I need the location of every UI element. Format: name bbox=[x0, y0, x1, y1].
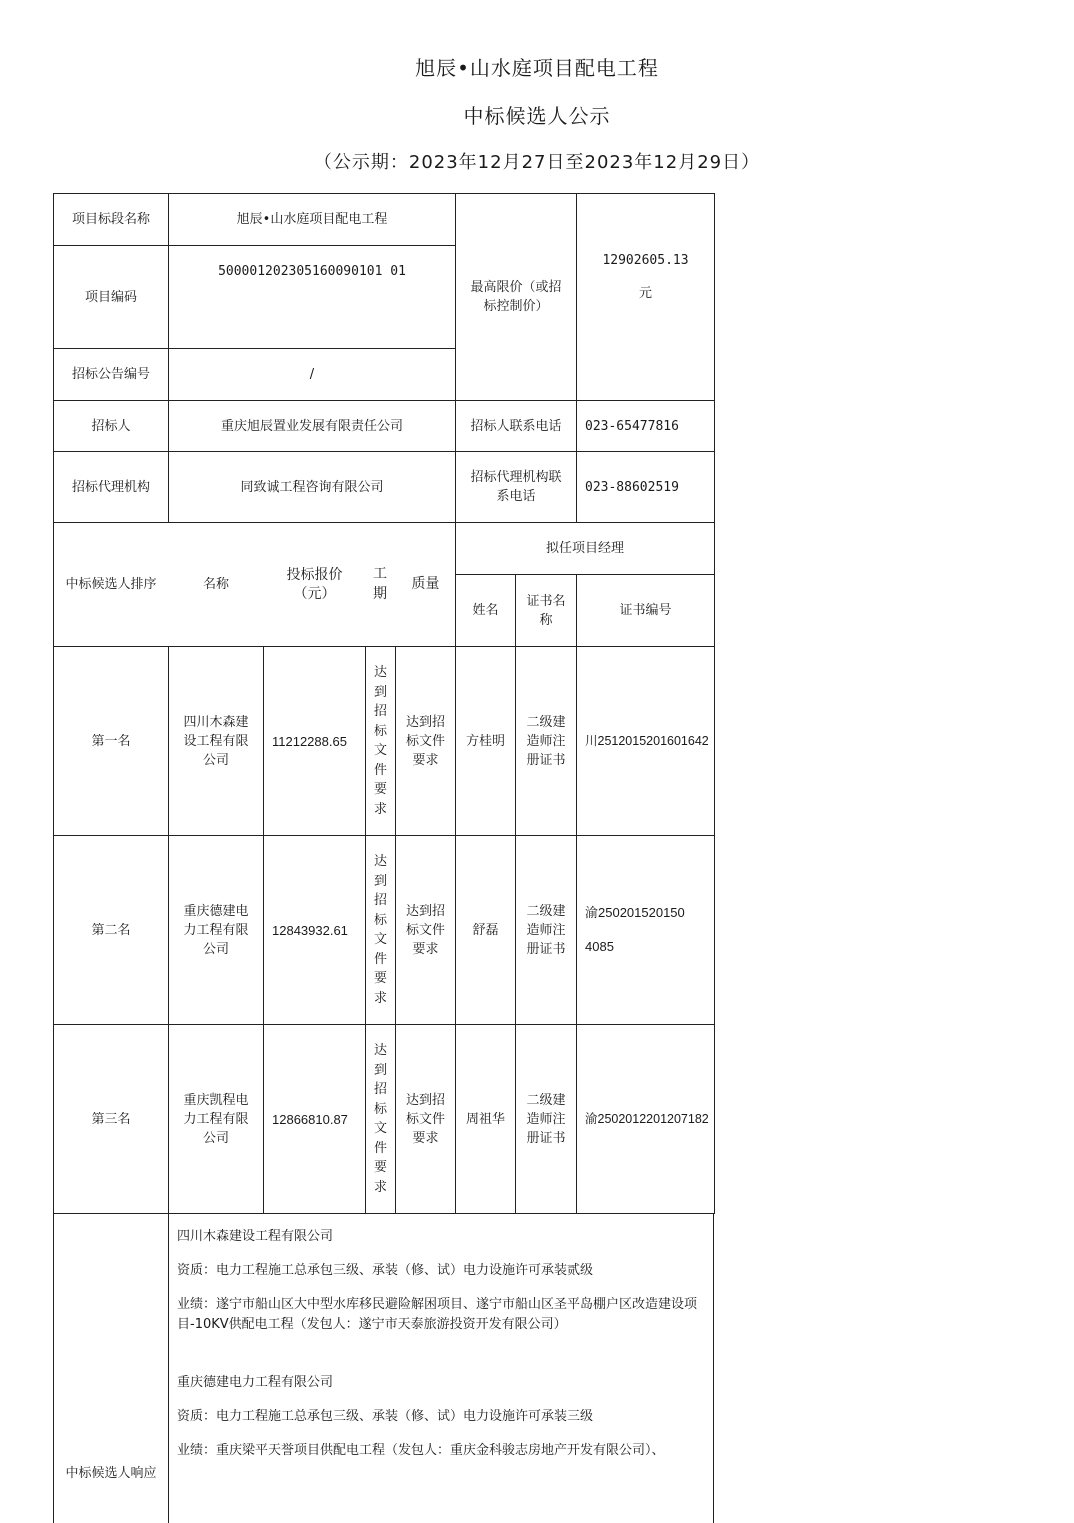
table-row-3-pm: 周祖华 bbox=[455, 1024, 516, 1214]
project-code-value: 500001202305160090101 01 bbox=[168, 245, 456, 349]
table-row-1-price: 11212288.65 bbox=[263, 646, 366, 836]
table-row-2-name: 重庆德建电力工程有限公司 bbox=[168, 835, 264, 1025]
tenderer-value: 重庆旭辰置业发展有限责任公司 bbox=[168, 400, 456, 452]
agency-phone-label: 招标代理机构联系电话 bbox=[455, 451, 577, 523]
publicity-period: （公示期：2023年12月27日至2023年12月29日） bbox=[313, 152, 761, 173]
header-rank: 中标候选人排序 bbox=[65, 577, 157, 592]
table-row-2-period: 达到招标文件要求 bbox=[365, 835, 396, 1025]
response-c2-qualification: 资质：电力工程施工总承包三级、承装（修、试）电力设施许可承装三级 bbox=[177, 1409, 594, 1424]
header-price: 投标报价（元） bbox=[286, 566, 343, 602]
section-name-value: 旭辰•山水庭项目配电工程 bbox=[168, 193, 456, 246]
agency-phone-value: 023-88602519 bbox=[576, 451, 715, 523]
section-name-label: 项目标段名称 bbox=[53, 193, 169, 246]
table-row-2-quality: 达到招标文件要求 bbox=[395, 835, 456, 1025]
agency-label: 招标代理机构 bbox=[53, 451, 169, 523]
header-name: 名称 bbox=[202, 577, 229, 592]
table-row-3-cert: 二级建造师注册证书 bbox=[515, 1024, 577, 1214]
table-row-2-price: 12843932.61 bbox=[263, 835, 366, 1025]
table-row-1-quality: 达到招标文件要求 bbox=[395, 646, 456, 836]
response-content bbox=[168, 1213, 714, 1523]
table-row-1-cert: 二级建造师注册证书 bbox=[515, 646, 577, 836]
response-c1-qualification: 资质：电力工程施工总承包三级、承装（修、试）电力设施许可承装贰级 bbox=[177, 1263, 594, 1278]
table-row-2-rank: 第二名 bbox=[53, 835, 169, 1025]
response-c2-performance: 业绩：重庆梁平天誉项目供配电工程（发包人：重庆金科骏志房地产开发有限公司）、 bbox=[177, 1443, 665, 1458]
page-title: 旭辰•山水庭项目配电工程 bbox=[415, 56, 659, 80]
response-c1-performance: 业绩：遂宁市船山区大中型水库移民避险解困项目、遂宁市船山区圣平岛棚户区改造建设项目-10KV供配电工程（发包人：遂宁市天泰旅游投资开发有限公司） bbox=[177, 1297, 698, 1332]
header-pm-group: 拟任项目经理 bbox=[455, 522, 715, 575]
table-row-3-price: 12866810.87 bbox=[263, 1024, 366, 1214]
response-c1-name: 四川木森建设工程有限公司 bbox=[177, 1229, 334, 1244]
table-row-3-quality: 达到招标文件要求 bbox=[395, 1024, 456, 1214]
notice-no-value: / bbox=[168, 348, 456, 401]
table-row-1-period: 达到招标文件要求 bbox=[365, 646, 396, 836]
max-price-value: 12902605.13 元 bbox=[576, 193, 715, 401]
table-row-1-name: 四川木森建设工程有限公司 bbox=[168, 646, 264, 836]
agency-value: 同致诚工程咨询有限公司 bbox=[168, 451, 456, 523]
project-code-label: 项目编码 bbox=[53, 245, 169, 349]
notice-no-label: 招标公告编号 bbox=[53, 348, 169, 401]
table-row-2-pm: 舒磊 bbox=[455, 835, 516, 1025]
header-cert-name: 证书名称 bbox=[515, 574, 577, 647]
table-row-1-pm: 方桂明 bbox=[455, 646, 516, 836]
page-subtitle: 中标候选人公示 bbox=[463, 104, 611, 128]
max-price-label: 最高限价（或招标控制价） bbox=[455, 193, 577, 401]
table-row-3-rank: 第三名 bbox=[53, 1024, 169, 1214]
table-row-1-rank: 第一名 bbox=[53, 646, 169, 836]
table-row-3-cert-no: 渝2502012201207182 bbox=[576, 1024, 715, 1214]
tenderer-label: 招标人 bbox=[53, 400, 169, 452]
table-row-2-cert: 二级建造师注册证书 bbox=[515, 835, 577, 1025]
header-cert-no: 证书编号 bbox=[576, 574, 715, 647]
tenderer-phone-label: 招标人联系电话 bbox=[455, 400, 577, 452]
header-period: 工期 bbox=[373, 566, 387, 602]
table-row-3-period: 达到招标文件要求 bbox=[365, 1024, 396, 1214]
tenderer-phone-value: 023-65477816 bbox=[576, 400, 715, 452]
header-quality: 质量 bbox=[411, 576, 440, 592]
response-label-cell: 中标候选人响应 bbox=[53, 1213, 169, 1523]
table-row-1-cert-no: 川2512015201601642 bbox=[576, 646, 715, 836]
response-c2-name: 重庆德建电力工程有限公司 bbox=[177, 1375, 334, 1390]
table-row-3-name: 重庆凯程电力工程有限公司 bbox=[168, 1024, 264, 1214]
header-pm-name: 姓名 bbox=[455, 574, 516, 647]
table-row-2-cert-no: 渝2502015201504085 bbox=[576, 835, 715, 1025]
